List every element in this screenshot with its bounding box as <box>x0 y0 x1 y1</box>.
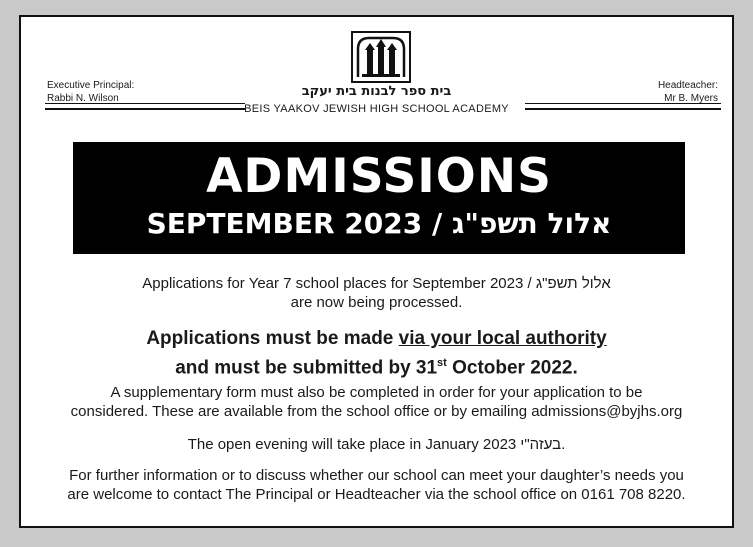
header-rule-right-top <box>525 103 721 104</box>
admissions-notice <box>19 15 734 528</box>
p1-line1: Applications for Year 7 school places for September 2023 / אלול תשפ"ג <box>142 275 611 292</box>
p5-line2: are welcome to contact The Principal or Headteacher via the school office on 0161 708 8220. <box>67 486 686 503</box>
p2-line2-sup: st <box>437 357 447 369</box>
header-rule-right-bottom <box>525 108 721 110</box>
admissions-banner <box>73 142 685 254</box>
header-rule-left-top <box>45 103 245 104</box>
applications-processing-text <box>21 274 732 312</box>
contact-text <box>21 466 732 504</box>
open-evening-text: The open evening will take place in January 2023 בעזה"י. <box>187 436 566 453</box>
p3-line1: A supplementary form must also be completed in order for your application to be <box>110 384 643 401</box>
p2-line1-pre: Applications must be made <box>146 328 399 349</box>
header-rule-left-bottom <box>45 108 245 110</box>
school-crest-icon <box>351 31 411 83</box>
school-name-hebrew: בית ספר לבנות בית יעקב <box>301 84 452 99</box>
application-deadline-text <box>21 327 732 380</box>
headteacher-name: Mr B. Myers <box>664 93 718 104</box>
p2-line2-pre: and must be submitted by 31 <box>175 357 438 379</box>
executive-principal-name: Rabbi N. Wilson <box>47 93 119 104</box>
executive-principal-title: Executive Principal: <box>47 80 135 91</box>
banner-subtitle: SEPTEMBER 2023 / אלול תשפ"ג <box>146 207 612 240</box>
school-name-english: BEIS YAAKOV JEWISH HIGH SCHOOL ACADEMY <box>244 103 509 115</box>
headteacher-title: Headteacher: <box>657 80 718 91</box>
banner-title: ADMISSIONS <box>206 149 552 204</box>
p2-line2-post: October 2022. <box>446 357 578 379</box>
p1-line2: are now being processed. <box>290 294 463 311</box>
p5-line1: For further information or to discuss whether our school can meet your daughter’s needs you <box>69 467 684 484</box>
supplementary-form-text <box>21 383 732 421</box>
p3-line2: considered. These are available from the school office or by emailing admissions@byjhs.org <box>70 403 683 420</box>
local-authority-text: via your local authority <box>398 328 607 349</box>
